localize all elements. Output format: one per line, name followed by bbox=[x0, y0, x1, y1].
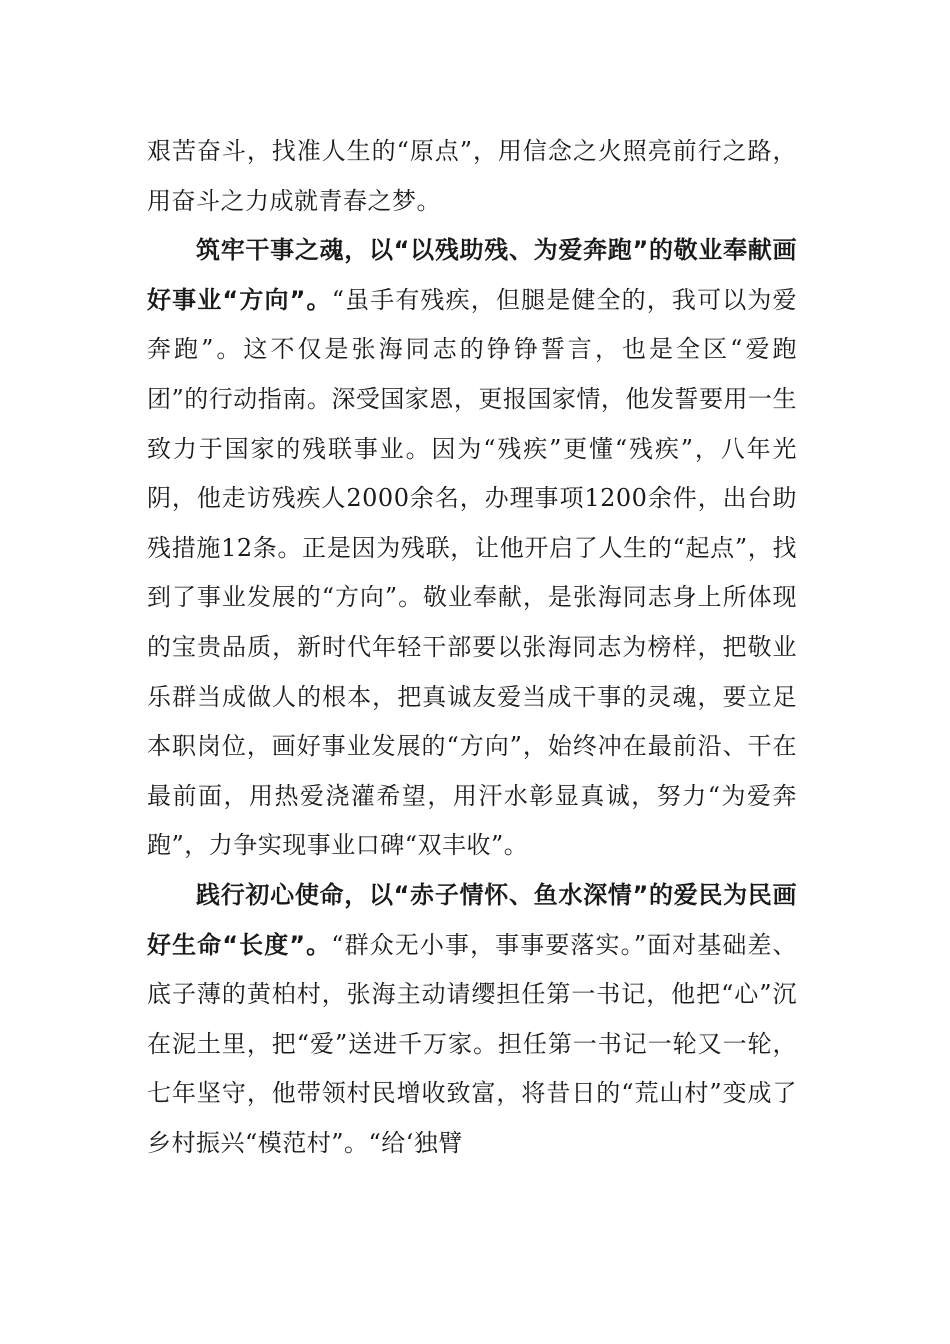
paragraph-3-text: “群众无小事，事事要落实。”面对基础差、底子薄的黄柏村，张海主动请缨担任第一书记，他把“心”沉在泥土里，把“爱”送进千万家。担任第一书记一轮又一轮，七年坚守，他带领村民增收致富，将昔日的“荒山村”变成了乡村振兴“模范村”。“给‘独臂 bbox=[147, 930, 797, 1157]
document-body bbox=[147, 127, 797, 1168]
paragraph-2-text: “虽手有残疾，但腿是健全的，我可以为爱奔跑”。这不仅是张海同志的铮铮誓言，也是全区“爱跑团”的行动指南。深受国家恩，更报国家情，他发誓要用一生致力于国家的残联事业。因为“残疾”更懂“残疾”，八年光阴，他走访残疾人2000余名，办理事项1200余件，出台助残措施12条。正是因为残联，让他开启了人生的“起点”，找到了事业发展的“方向”。敬业奉献，是张海同志身上所体现的宝贵品质，新时代年轻干部要以张海同志为榜样，把敬业乐群当成做人的根本，把真诚友爱当成干事的灵魂，要立足本职岗位，画好事业发展的“方向”，始终冲在最前沿、干在最前面，用热爱浇灌希望，用汗水彰显真诚，努力“为爱奔跑”，力争实现事业口碑“双丰收”。 bbox=[147, 285, 797, 860]
paragraph-2 bbox=[147, 226, 797, 871]
paragraph-2-heading: 筑牢干事之魂，以“以残助残、为爱奔跑”的敬业奉献画好事业“方向”。 bbox=[147, 236, 797, 314]
paragraph-1 bbox=[147, 127, 797, 226]
paragraph-3 bbox=[147, 871, 797, 1169]
paragraph-3-heading: 践行初心使命，以“赤子情怀、鱼水深情”的爱民为民画好生命“长度”。 bbox=[147, 880, 797, 959]
paragraph-1-text: 艰苦奋斗，找准人生的“原点”，用信念之火照亮前行之路，用奋斗之力成就青春之梦。 bbox=[147, 137, 797, 215]
